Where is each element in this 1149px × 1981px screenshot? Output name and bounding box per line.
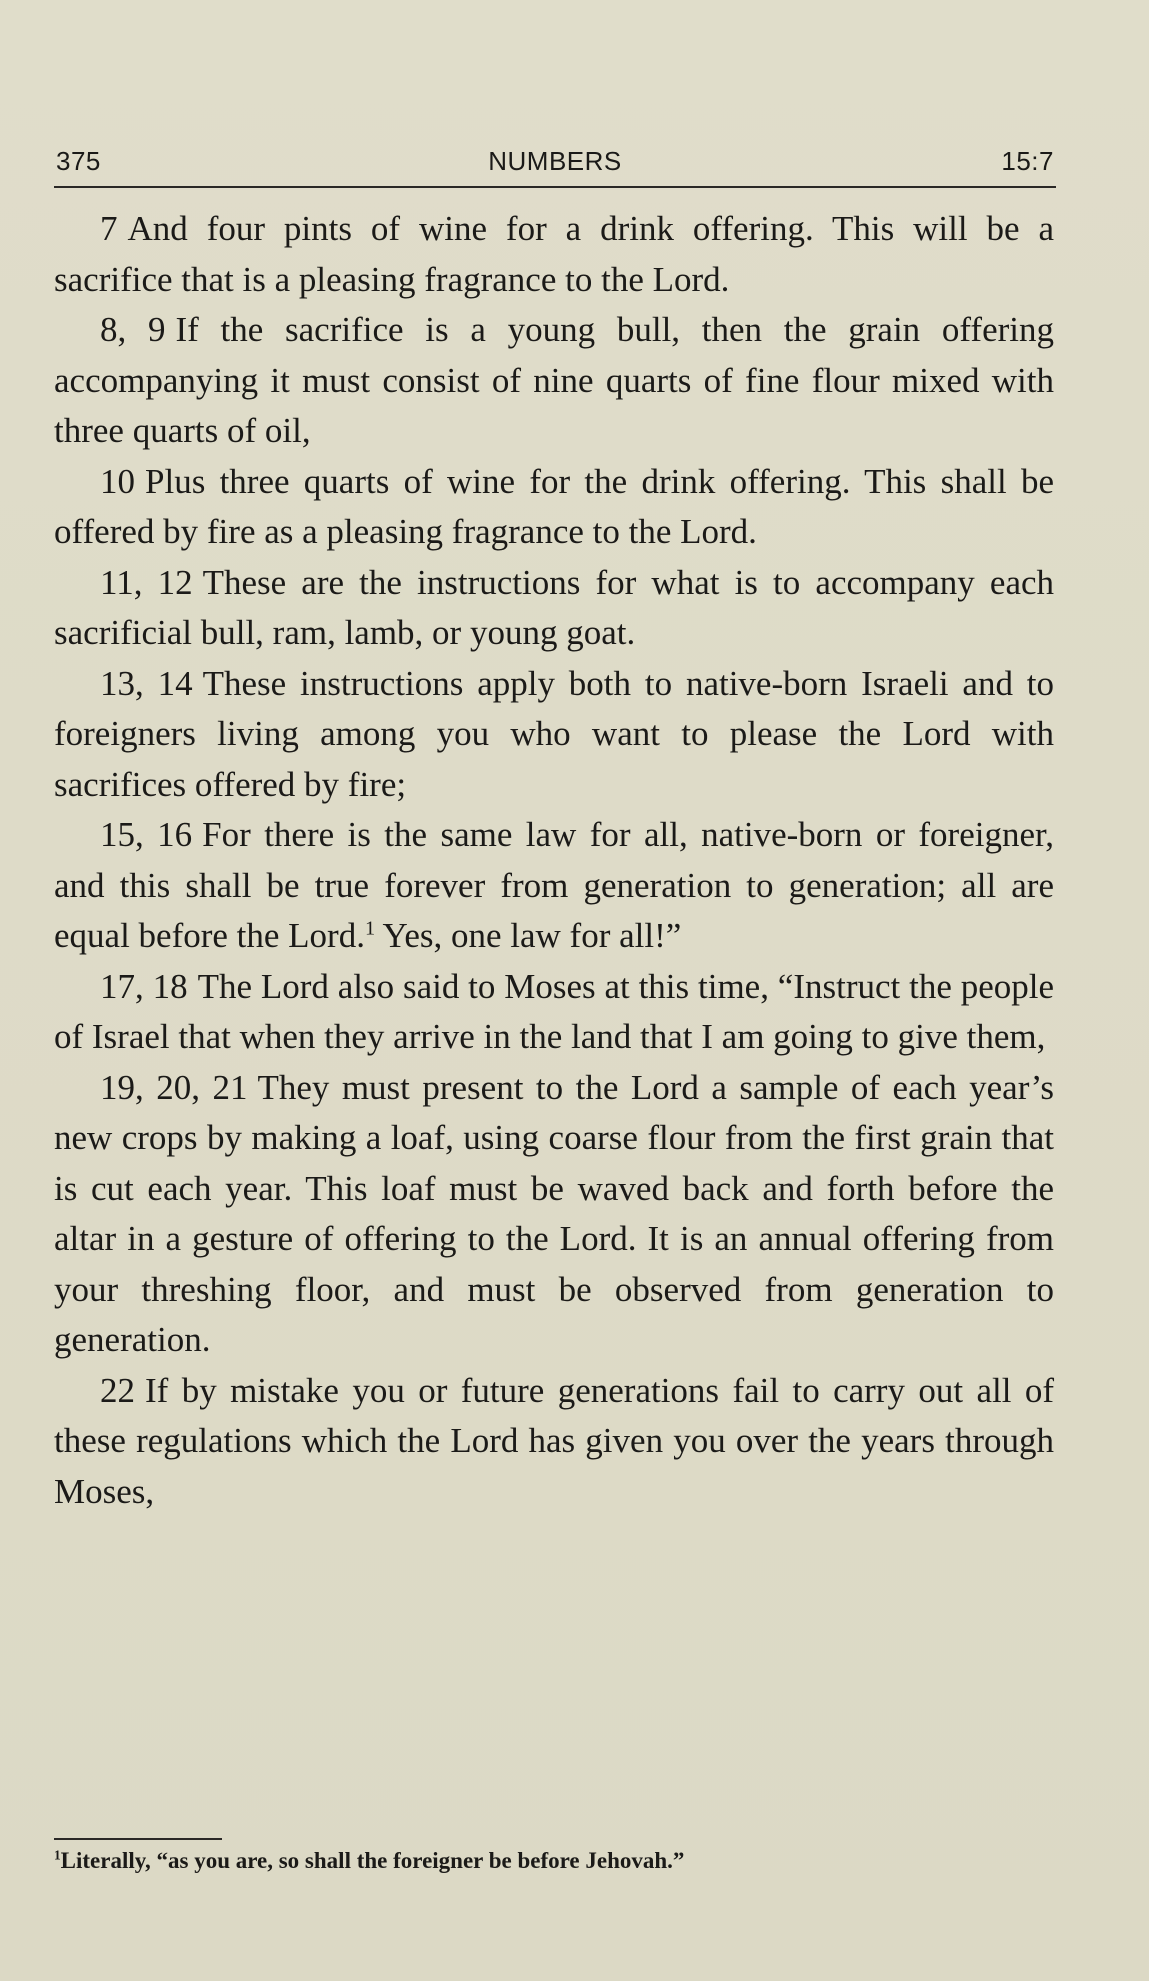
scripture-text <box>54 204 1054 1517</box>
footnote <box>54 1846 1054 1876</box>
verse-text: The Lord also said to Moses at this time, “Instruct the people of Israel that when they arrive in the land that I am going to give them, <box>54 966 1054 1056</box>
verse-number: 7 <box>100 209 118 248</box>
verse-number: 10 <box>100 461 135 501</box>
verse-text: These instructions apply both to native-born Israeli and to foreigners living among you who want to please the Lord with sacrifices offered by fire; <box>54 663 1055 804</box>
verse-paragraph <box>54 305 1054 457</box>
verse-paragraph <box>54 962 1054 1063</box>
verse-text: These are the instructions for what is to accompany each sacrificial bull, ram, lamb, or young goat. <box>54 562 1055 652</box>
book-title: NUMBERS <box>488 146 622 176</box>
verse-number: 15, 16 <box>100 815 193 854</box>
footnote-rule <box>54 1838 222 1840</box>
footnote-number: 1 <box>54 1847 61 1863</box>
chapter-verse-reference: 15:7 <box>1001 146 1054 176</box>
verse-paragraph <box>54 659 1054 811</box>
verse-text: If the sacrifice is a young bull, then the grain offering accompanying it must consist of nine quarts of fine flour mixed with three quarts of oil, <box>54 310 1054 450</box>
verse-paragraph <box>54 457 1054 558</box>
verse-number: 22 <box>100 1370 135 1410</box>
page-number: 375 <box>56 146 101 176</box>
verse-text: For there is the same law for all, native-born or foreigner, and this shall be true forever from generation to generation; all are equal before the Lord. <box>54 815 1055 955</box>
verse-number: 8, 9 <box>100 310 166 349</box>
verse-paragraph <box>54 810 1054 962</box>
verse-number: 17, 18 <box>100 966 188 1006</box>
verse-text-continued: Yes, one law for all!” <box>375 916 682 955</box>
footnote-marker[interactable]: 1 <box>364 917 376 940</box>
verse-text: And four pints of wine for a drink offering. This will be a sacrifice that is a pleasing fragrance to the Lord. <box>54 209 1054 299</box>
verse-paragraph <box>54 558 1054 659</box>
verse-paragraph <box>54 1366 1054 1518</box>
verse-number: 11, 12 <box>100 562 193 602</box>
verse-text: Plus three quarts of wine for the drink offering. This shall be offered by fire as a pleasing fragrance to the Lord. <box>54 461 1054 551</box>
verse-text: They must present to the Lord a sample of each year’s new crops by making a loaf, using coarse flour from the first grain that is cut each year. This loaf must be waved back and forth before the altar in a gesture of offering to the Lord. It is an annual offering from your threshing floor, and must be observed from generation to generation. <box>54 1067 1054 1359</box>
footnote-text: Literally, “as you are, so shall the foreigner be before Jehovah.” <box>60 1848 685 1873</box>
verse-number: 13, 14 <box>100 663 193 703</box>
verse-number: 19, 20, 21 <box>100 1067 248 1107</box>
header-rule <box>54 186 1056 188</box>
verse-paragraph <box>54 204 1054 305</box>
running-header <box>56 146 1054 186</box>
verse-paragraph <box>54 1063 1054 1366</box>
verse-text: If by mistake you or future generations fail to carry out all of these regulations which the Lord has given you over the years through Moses, <box>54 1370 1054 1511</box>
